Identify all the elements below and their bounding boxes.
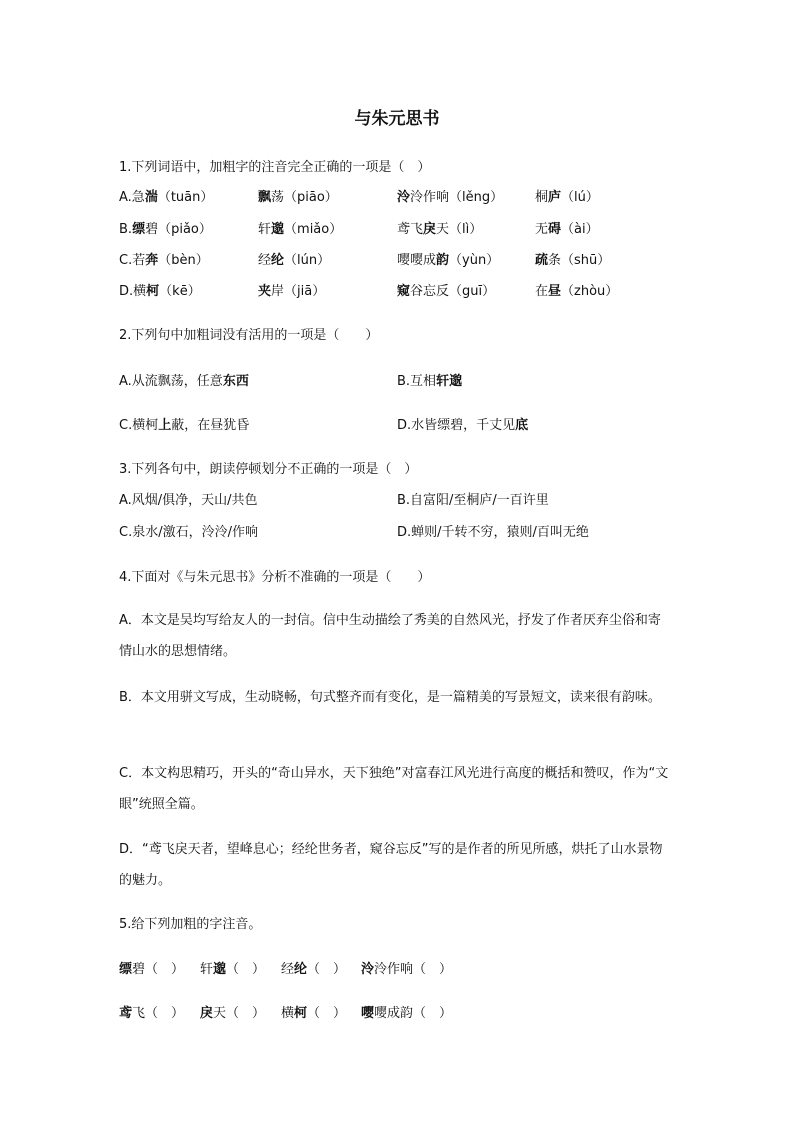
q5-item: 轩邈（ ）	[200, 962, 266, 977]
q4-option-a: A．本文是吴均写给友人的一封信。信中生动描绘了秀美的自然风光，抒发了作者厌弃尘俗和寄情山水的思想情绪。	[119, 613, 661, 659]
q3-stem: 3.下列各句中，朗读停顿划分不正确的一项是（ ）	[119, 462, 418, 477]
q3-option-a: A.风烟/俱净，天山/共色	[119, 493, 258, 508]
q5-item: 泠泠作响（ ）	[361, 962, 453, 977]
q2-option-b: B.互相轩邈	[397, 374, 463, 389]
q1-option-a-item: 泠泠作响（lěng）	[397, 190, 504, 205]
q1-option-b-item: 轩邈（miǎo）	[258, 222, 343, 237]
q5-item: 嘤嘤成韵（ ）	[361, 1006, 453, 1021]
q1-option-a-item: 桐庐（lú）	[535, 190, 599, 205]
q2-option-c: C.横柯上蔽，在昼犹昏	[119, 418, 250, 433]
q5-item: 缥碧（ ）	[119, 962, 185, 977]
q5-stem: 5.给下列加粗的字注音。	[119, 917, 262, 932]
q3-option-b: B.自富阳/至桐庐/一百许里	[397, 493, 549, 508]
q4-stem: 4.下面对《与朱元思书》分析不准确的一项是（ ）	[119, 570, 431, 585]
q4-option-c: C．本文构思精巧，开头的“奇山异水，天下独绝”对富春江风光进行高度的概括和赞叹，作为“文眼”统照全篇。	[119, 766, 669, 812]
q1-option-c-item: C.若奔（bèn）	[119, 253, 209, 268]
q5-item: 鸢飞（ ）	[119, 1006, 185, 1021]
q4-option-b: B．本文用骈文写成，生动晓畅，句式整齐而有变化，是一篇精美的写景短文，读来很有韵味。	[119, 690, 661, 705]
q1-option-c-item: 经纶（lún）	[258, 253, 331, 268]
q1-stem: 1.下列词语中，加粗字的注音完全正确的一项是（ ）	[119, 160, 431, 175]
q1-option-d-item: D.横柯（kē）	[119, 284, 201, 299]
q4-option-d: D．“鸢飞戾天者，望峰息心；经纶世务者，窥谷忘反”写的是作者的所见所感，烘托了山水景物的魅力。	[119, 842, 663, 888]
q3-option-c: C.泉水/激石，泠泠/作响	[119, 525, 258, 540]
q1-option-a-item: 飘荡（piāo）	[258, 190, 338, 205]
q3-option-d: D.蝉则/千转不穷，猿则/百叫无绝	[397, 525, 589, 540]
q2-option-d: D.水皆缥碧，千丈见底	[397, 418, 529, 433]
q5-item: 横柯（ ）	[281, 1006, 347, 1021]
q1-option-c-item: 疏条（shū）	[535, 253, 611, 268]
q1-option-d-item: 窥谷忘反（guī）	[397, 284, 496, 299]
q1-option-d-item: 夹岸（jiā）	[258, 284, 326, 299]
q2-stem: 2.下列句中加粗词没有活用的一项是（ ）	[119, 328, 379, 343]
q5-item: 经纶（ ）	[281, 962, 347, 977]
q1-option-c-item: 嘤嘤成韵（yùn）	[397, 253, 500, 268]
q2-option-a: A.从流飘荡，任意东西	[119, 374, 249, 389]
q5-item: 戾天（ ）	[200, 1006, 266, 1021]
q1-option-b-item: 鸢飞戾天（lì）	[397, 222, 483, 237]
q1-option-a-item: A.急湍（tuān）	[119, 190, 214, 205]
page-title: 与朱元思书	[354, 109, 440, 129]
q1-option-b-item: 无碍（ài）	[535, 222, 599, 237]
q1-option-d-item: 在昼（zhòu）	[535, 284, 619, 299]
q1-option-b-item: B.缥碧（piǎo）	[119, 222, 212, 237]
